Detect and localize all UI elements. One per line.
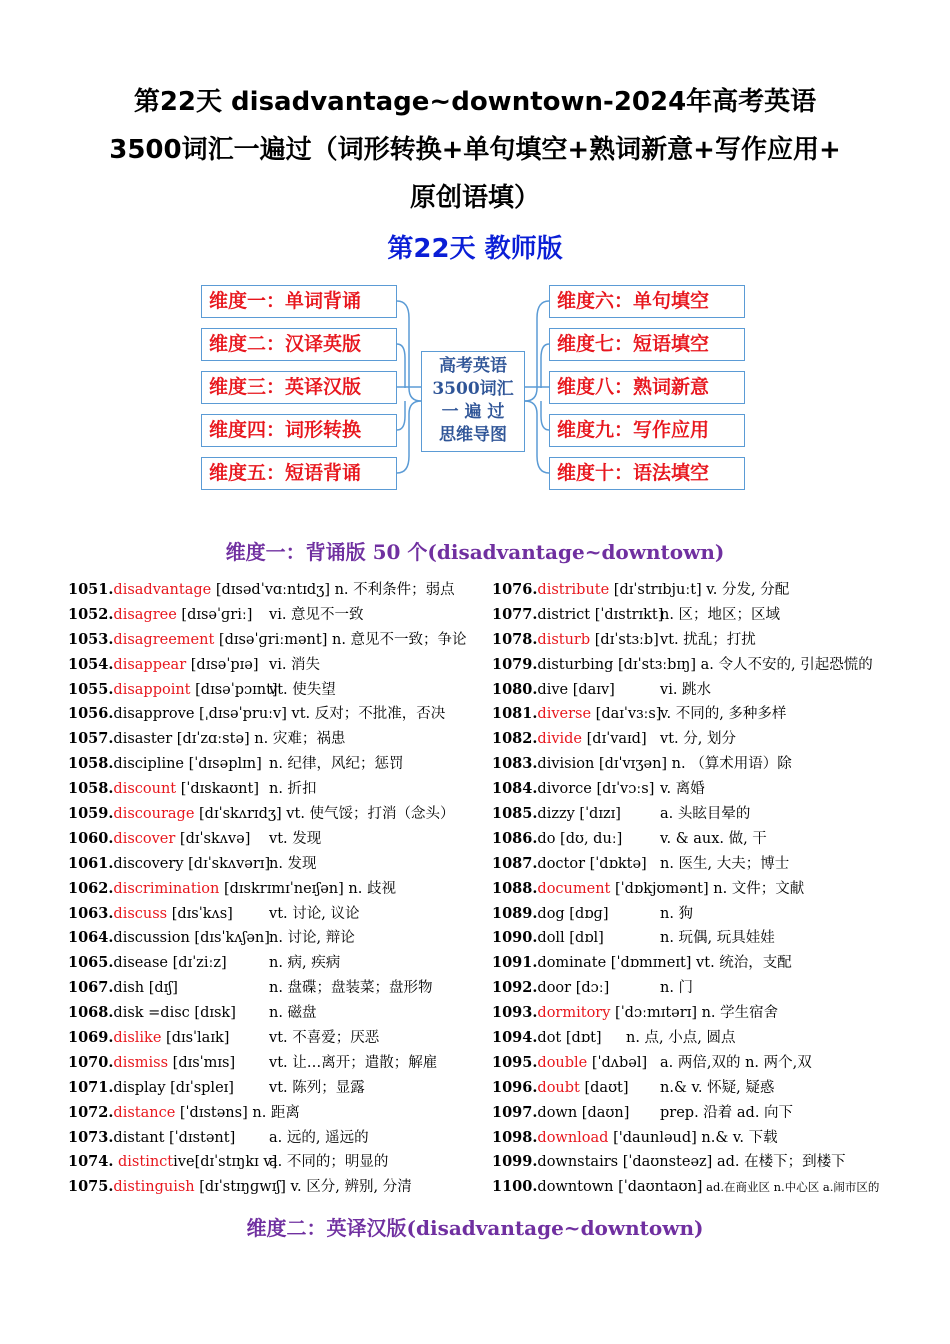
entry-word: diverse: [537, 706, 592, 723]
entry-definition: ad.在商业区 n.中心区 a.闹市区的: [702, 1180, 880, 1195]
vocab-entry: [68, 976, 478, 1001]
vocab-entry: [68, 702, 478, 727]
entry-number: 1058.: [68, 780, 114, 798]
entry-number: 1076.: [492, 581, 538, 598]
entry-definition: vt. 讨论, 议论: [269, 905, 360, 922]
entry-number: 1075.: [68, 1178, 114, 1196]
entry-number: 1085.: [492, 805, 538, 823]
entry-definition: n.& v. 怀疑, 疑惑: [660, 1079, 775, 1096]
entry-phonetic: [daɪˈvɜːs]: [591, 706, 662, 723]
vocab-entry: [492, 678, 932, 703]
vocab-entry: [492, 827, 932, 852]
vocab-entry: [68, 852, 478, 877]
entry-word: double: [537, 1054, 588, 1071]
entry-number: 1055.: [68, 680, 114, 698]
entry-phonetic: [dɪˈspleɪ]: [165, 1079, 234, 1096]
center-line-1: 高考英语: [439, 356, 507, 376]
entry-phonetic: [dɪˈzɑːstə]: [172, 731, 250, 748]
entry-phonetic: [dɪsˈkʌʃən]: [189, 930, 270, 947]
entry-word: dominate: [537, 955, 607, 972]
center-line-2: 3500词汇: [432, 379, 514, 399]
vocab-entry: [492, 653, 932, 678]
entry-phonetic: [dɪˈskʌvərɪ]: [183, 855, 271, 872]
entry-definition: v. 离婚: [660, 781, 705, 798]
entry-number: 1093.: [492, 1004, 538, 1022]
entry-word: display: [113, 1079, 166, 1096]
entry-definition: a. 不同的；明显的: [269, 1154, 389, 1171]
entry-phonetic: [ˈdɪstrɪkt]: [590, 606, 664, 623]
entry-phonetic: [ˈdɒkjʊmənt]: [610, 880, 709, 897]
vocab-entry: [492, 1175, 932, 1200]
entry-number: 1087.: [492, 854, 538, 872]
entry-number: 1067.: [68, 979, 114, 997]
vocab-entry: [68, 827, 478, 852]
entry-number: 1059.: [68, 805, 114, 823]
entry-word: disagreement: [113, 631, 215, 648]
entry-number: 1064.: [68, 929, 114, 947]
entry-word: division: [537, 756, 595, 773]
entry-definition: n. 纪律，风纪；惩罚: [269, 756, 404, 773]
entry-phonetic: [ˈdɪskaʊnt]: [176, 781, 259, 798]
vocab-entry: [68, 951, 478, 976]
entry-number: 1099.: [492, 1153, 538, 1171]
entry-word: distinguish: [113, 1179, 195, 1196]
mindmap-box-dimension-7: 维度七：短语填空: [549, 328, 745, 361]
entry-definition: n. 门: [660, 980, 694, 997]
entry-number: 1058.: [68, 755, 114, 773]
vocab-entry: [68, 1051, 478, 1076]
vocab-entry: [68, 1001, 478, 1026]
entry-definition: a. 头眩目晕的: [660, 806, 751, 823]
entry-word: discrimination: [113, 880, 220, 897]
mindmap-box-dimension-5: 维度五：短语背诵: [201, 457, 397, 490]
entry-definition: a. 两倍,双的 n. 两个,双: [660, 1054, 812, 1071]
entry-number: 1096.: [492, 1078, 538, 1096]
entry-definition: n. 折扣: [269, 781, 317, 798]
entry-definition: n. 点, 小点, 圆点: [626, 1030, 736, 1047]
entry-word: download: [537, 1129, 609, 1146]
entry-phonetic: [ˌdɪsəˈpruːv]: [194, 706, 287, 723]
entry-word: district: [537, 606, 591, 623]
entry-number: 1079.: [492, 655, 538, 673]
vocab-entry: [68, 1126, 478, 1151]
entry-word: distance: [113, 1104, 176, 1121]
entry-definition: vt. 不喜爱；厌恶: [269, 1030, 380, 1047]
entry-word: distant: [113, 1129, 165, 1146]
mindmap-center-box: [421, 351, 525, 452]
entry-number: 1081.: [492, 705, 538, 723]
entry-word: distinctive: [118, 1154, 195, 1171]
vocab-entry: [68, 1101, 478, 1126]
vocab-entry: [492, 1001, 932, 1026]
entry-word: document: [537, 880, 611, 897]
mindmap-box-dimension-10: 维度十：语法填空: [549, 457, 745, 490]
entry-number: 1088.: [492, 879, 538, 897]
vocab-entry: [68, 578, 478, 603]
entry-phonetic: [dɪˈvaɪd]: [582, 731, 647, 748]
entry-definition: n. 意见不一致；争论: [327, 631, 467, 648]
entry-definition: vt. 让…离开；遣散；解雇: [269, 1054, 438, 1071]
entry-phonetic: [dɪsədˈvɑːntɪdʒ]: [211, 582, 330, 598]
entry-word: disapprove: [113, 706, 195, 723]
entry-phonetic: [dɪsəˈɡriːmənt]: [214, 631, 328, 648]
entry-word: disturb: [537, 631, 591, 648]
entry-phonetic: [dɪskrɪmɪˈneɪʃən]: [219, 880, 344, 897]
mind-map: [0, 0, 950, 500]
entry-word: downstairs: [537, 1154, 619, 1171]
entry-word: disk =disc: [113, 1005, 190, 1022]
vocab-entry: [68, 777, 478, 802]
entry-word: discount: [113, 781, 177, 798]
vocab-entry: [68, 1076, 478, 1101]
entry-number: 1083.: [492, 755, 538, 773]
entry-phonetic: [ˈdʌbəl]: [587, 1054, 648, 1071]
entry-definition: n. 盘碟；盘装菜；盘形物: [269, 980, 433, 997]
entry-word: downtown: [537, 1179, 614, 1196]
vocab-entry: [492, 976, 932, 1001]
entry-number: 1086.: [492, 829, 538, 847]
entry-phonetic: [daɪv]: [568, 681, 615, 698]
entry-phonetic: ['daunləud]: [608, 1129, 697, 1146]
entry-number: 1095.: [492, 1053, 538, 1071]
entry-definition: vi. 消失: [269, 656, 321, 673]
vocab-entry: [68, 603, 478, 628]
entry-number: 1097.: [492, 1103, 538, 1121]
mindmap-box-dimension-6: 维度六：单句填空: [549, 285, 745, 318]
entry-phonetic: [daʊt]: [579, 1079, 629, 1096]
section-2-heading: 维度二：英译汉版(disadvantage~downtown): [246, 1216, 704, 1240]
entry-definition: n. 发现: [269, 855, 317, 872]
mindmap-box-dimension-3: 维度三：英译汉版: [201, 371, 397, 404]
entry-definition: prep. 沿着 ad. 向下: [660, 1104, 794, 1121]
vocab-entry: [492, 802, 932, 827]
vocab-entry: [492, 752, 932, 777]
entry-word: do: [537, 830, 556, 847]
vocab-entry: [492, 1051, 932, 1076]
entry-word: discuss: [113, 905, 168, 922]
entry-word: discussion: [113, 930, 190, 947]
entry-phonetic: [ˈdaʊntaʊn]: [613, 1179, 703, 1196]
entry-word: dismiss: [113, 1054, 169, 1071]
entry-number: 1078.: [492, 630, 538, 648]
entry-phonetic: [dɪˈstɪŋkɪ v]: [194, 1154, 278, 1171]
entry-definition: n. 医生, 大夫；博士: [660, 855, 790, 872]
entry-phonetic: [dɪsəˈpɪə]: [186, 656, 259, 673]
entry-number: 1051.: [68, 581, 114, 598]
entry-phonetic: [ˈdɪstənt]: [164, 1129, 236, 1146]
entry-number: 1098.: [492, 1128, 538, 1146]
entry-word: door: [537, 980, 572, 997]
entry-definition: n. 区；地区；区域: [660, 606, 781, 623]
entry-word: dot: [537, 1030, 562, 1047]
entry-definition: n. 距离: [247, 1104, 300, 1121]
entry-definition: vi. 意见不一致: [269, 606, 364, 623]
entry-phonetic: [ˈdɪstəns]: [175, 1104, 248, 1121]
entry-word: discover: [113, 830, 176, 847]
entry-word: dislike: [113, 1030, 162, 1047]
entry-number: 1056.: [68, 705, 114, 723]
entry-phonetic: [dɪʃ]: [144, 980, 178, 997]
entry-phonetic: [dɪsˈlaɪk]: [161, 1030, 230, 1047]
entry-number: 1091.: [492, 954, 538, 972]
entry-definition: vt. 陈列；显露: [269, 1079, 365, 1096]
entry-definition: v. 分发, 分配: [701, 582, 790, 598]
vocab-column-left: [68, 578, 478, 1200]
entry-definition: vt. 反对；不批准，否决: [286, 706, 446, 723]
entry-phonetic: [dɔː]: [571, 980, 610, 997]
entry-phonetic: [dʊ, duː]: [555, 830, 623, 847]
vocab-entry: [492, 628, 932, 653]
entry-definition: v. 区分, 辨别, 分清: [285, 1179, 412, 1196]
title-line-1: 第22天 disadvantage~downtown-2024年高考英语: [133, 87, 817, 117]
entry-word: disappoint: [113, 681, 191, 698]
center-line-4: 思维导图: [439, 425, 507, 445]
vocab-entry: [68, 752, 478, 777]
mindmap-box-dimension-2: 维度二：汉译英版: [201, 328, 397, 361]
entry-word-highlight: distinct: [118, 1154, 174, 1171]
entry-word: dizzy: [537, 806, 575, 823]
vocab-entry: [68, 628, 478, 653]
entry-number: 1052.: [68, 605, 114, 623]
title-line-3: 原创语填）: [409, 183, 540, 213]
vocab-entry: [492, 603, 932, 628]
vocab-entry: [492, 727, 932, 752]
entry-phonetic: [dɒt]: [561, 1030, 602, 1047]
entry-phonetic: [dɪˈstrɪbjuːt]: [609, 582, 702, 598]
vocab-entry: [492, 1101, 932, 1126]
entry-definition: n. 歧视: [343, 880, 396, 897]
entry-number: 1057.: [68, 730, 114, 748]
entry-number: 1084.: [492, 780, 538, 798]
entry-definition: n. 不利条件；弱点: [329, 582, 455, 598]
mindmap-box-dimension-8: 维度八：熟词新意: [549, 371, 745, 404]
entry-word: disagree: [113, 606, 177, 623]
entry-number: 1070.: [68, 1053, 114, 1071]
entry-phonetic: [ˈdɪzɪ]: [574, 806, 621, 823]
entry-phonetic: [dɒl]: [564, 930, 604, 947]
entry-phonetic: [dɪˈstɜːb]: [590, 631, 659, 648]
entry-word: dive: [537, 681, 569, 698]
entry-number: 1060.: [68, 829, 114, 847]
vocab-entry: [492, 777, 932, 802]
entry-definition: v. & aux. 做, 干: [660, 830, 767, 847]
entry-phonetic: [dɪˈstɜːbɪŋ]: [613, 656, 697, 673]
vocab-entry: [492, 852, 932, 877]
vocab-entry: [68, 1175, 478, 1200]
entry-number: 1063.: [68, 904, 114, 922]
entry-phonetic: [dɪsk]: [189, 1005, 236, 1022]
entry-phonetic: [ˈdɔːmɪtərɪ]: [610, 1005, 697, 1022]
entry-number: 1094.: [492, 1029, 538, 1047]
entry-number: 1100.: [492, 1178, 538, 1196]
entry-phonetic: [dɪsəˈɡriː]: [176, 606, 253, 623]
entry-number: 1092.: [492, 979, 538, 997]
vocab-entry: [68, 653, 478, 678]
title-line-2: 3500词汇一遍过（词形转换+单句填空+熟词新意+写作应用+: [109, 135, 841, 165]
vocab-entry: [68, 678, 478, 703]
entry-definition: n.& v. 下载: [696, 1129, 778, 1146]
entry-definition: a. 令人不安的, 引起恐慌的: [696, 656, 873, 673]
entry-word: dormitory: [537, 1005, 611, 1022]
entry-number: 1061.: [68, 854, 114, 872]
center-line-3: 一 遍 过: [441, 402, 505, 422]
entry-phonetic: [dɪˈvɔːs]: [591, 781, 655, 798]
entry-number: 1054.: [68, 655, 114, 673]
entry-number: 1080.: [492, 680, 538, 698]
entry-word: discovery: [113, 855, 184, 872]
entry-phonetic: [dɪˈvɪʒən]: [594, 756, 668, 773]
entry-phonetic: [dɪˈskʌrɪdʒ]: [194, 806, 282, 823]
vocab-entry: [492, 926, 932, 951]
entry-phonetic: [dɪsˈkʌs]: [167, 905, 233, 922]
entry-definition: vt. 统治，支配: [691, 955, 792, 972]
entry-number: 1074.: [68, 1153, 114, 1171]
section-1-heading: 维度一：背诵版 50 个(disadvantage~downtown): [225, 540, 725, 564]
entry-number: 1065.: [68, 954, 114, 972]
vocab-entry: [492, 877, 932, 902]
entry-word: doll: [537, 930, 565, 947]
entry-word: dog: [537, 905, 565, 922]
entry-number: 1089.: [492, 904, 538, 922]
entry-definition: vt. 使气馁；打消（念头）: [281, 806, 455, 823]
vocab-entry: [68, 1150, 478, 1175]
vocab-entry: [68, 902, 478, 927]
entry-word: discourage: [113, 806, 195, 823]
vocab-entry: [68, 926, 478, 951]
entry-number: 1090.: [492, 929, 538, 947]
vocab-entry: [492, 578, 932, 603]
entry-number: 1062.: [68, 879, 114, 897]
entry-definition: n. 玩偶, 玩具娃娃: [660, 930, 775, 947]
entry-phonetic: [dɪˈstɪŋɡwɪʃ]: [194, 1179, 286, 1196]
entry-definition: n. 讨论, 辩论: [269, 930, 355, 947]
entry-phonetic: [dɪˈziːz]: [168, 955, 227, 972]
entry-word: doctor: [537, 855, 586, 872]
entry-definition: n. 文件；文献: [708, 880, 805, 897]
entry-word: divorce: [537, 781, 592, 798]
vocab-entry: [492, 1126, 932, 1151]
entry-phonetic: [dɪsəˈpɔɪnt]: [190, 681, 278, 698]
vocab-entry: [68, 727, 478, 752]
vocab-entry: [492, 702, 932, 727]
entry-word: disadvantage: [113, 582, 212, 598]
entry-number: 1071.: [68, 1078, 114, 1096]
entry-definition: n. 学生宿舍: [696, 1005, 779, 1022]
mindmap-box-dimension-1: 维度一：单词背诵: [201, 285, 397, 318]
vocab-entry: [68, 1026, 478, 1051]
vocab-entry: [68, 802, 478, 827]
entry-number: 1069.: [68, 1029, 114, 1047]
vocab-entry: [492, 902, 932, 927]
entry-number: 1077.: [492, 605, 538, 623]
vocab-entry: [492, 1076, 932, 1101]
mindmap-box-dimension-9: 维度九：写作应用: [549, 414, 745, 447]
entry-definition: vt. 发现: [269, 830, 322, 847]
entry-definition: n. 磁盘: [269, 1005, 317, 1022]
entry-word: disaster: [113, 731, 173, 748]
entry-phonetic: [ˈdɪsəplɪn]: [184, 756, 262, 773]
entry-word: disease: [113, 955, 169, 972]
entry-word: disturbing: [537, 656, 614, 673]
entry-phonetic: [ˈdɒktə]: [585, 855, 647, 872]
entry-number: 1072.: [68, 1103, 114, 1121]
entry-definition: vt. 使失望: [269, 681, 336, 698]
entry-phonetic: [dɒɡ]: [564, 905, 609, 922]
entry-word: divide: [537, 731, 583, 748]
entry-number: 1073.: [68, 1128, 114, 1146]
entry-number: 1053.: [68, 630, 114, 648]
vocab-entry: [492, 951, 932, 976]
vocab-entry: [492, 1026, 932, 1051]
mindmap-box-dimension-4: 维度四：词形转换: [201, 414, 397, 447]
entry-word: disappear: [113, 656, 187, 673]
vocab-entry: [68, 877, 478, 902]
entry-phonetic: [dɪsˈmɪs]: [168, 1054, 236, 1071]
vocab-entry: [492, 1150, 932, 1175]
entry-phonetic: [ˈdaʊnsteəz]: [618, 1154, 713, 1171]
entry-definition: vt. 扰乱；打扰: [660, 631, 756, 648]
entry-word: dish: [113, 980, 145, 997]
entry-number: 1082.: [492, 730, 538, 748]
entry-definition: n. 病, 疾病: [269, 955, 341, 972]
entry-definition: n. 灾难；祸患: [249, 731, 346, 748]
entry-definition: vt. 分, 划分: [660, 731, 736, 748]
entry-word: down: [537, 1104, 578, 1121]
entry-phonetic: [daʊn]: [577, 1104, 630, 1121]
entry-definition: v. 不同的, 多种多样: [660, 706, 787, 723]
entry-word: discipline: [113, 756, 185, 773]
entry-definition: n. （算术用语）除: [667, 756, 792, 773]
entry-definition: a. 远的, 遥远的: [269, 1129, 369, 1146]
entry-definition: n. 狗: [660, 905, 694, 922]
entry-definition: vi. 跳水: [660, 681, 712, 698]
entry-phonetic: [dɪˈskʌvə]: [175, 830, 251, 847]
teacher-edition-subtitle: 第22天 教师版: [387, 234, 563, 264]
entry-phonetic: [ˈdɒmɪneɪt]: [606, 955, 692, 972]
entry-number: 1068.: [68, 1004, 114, 1022]
entry-word: distribute: [537, 582, 610, 598]
vocab-column-right: [492, 578, 932, 1200]
entry-definition: ad. 在楼下；到楼下: [712, 1154, 846, 1171]
entry-word: doubt: [537, 1079, 580, 1096]
